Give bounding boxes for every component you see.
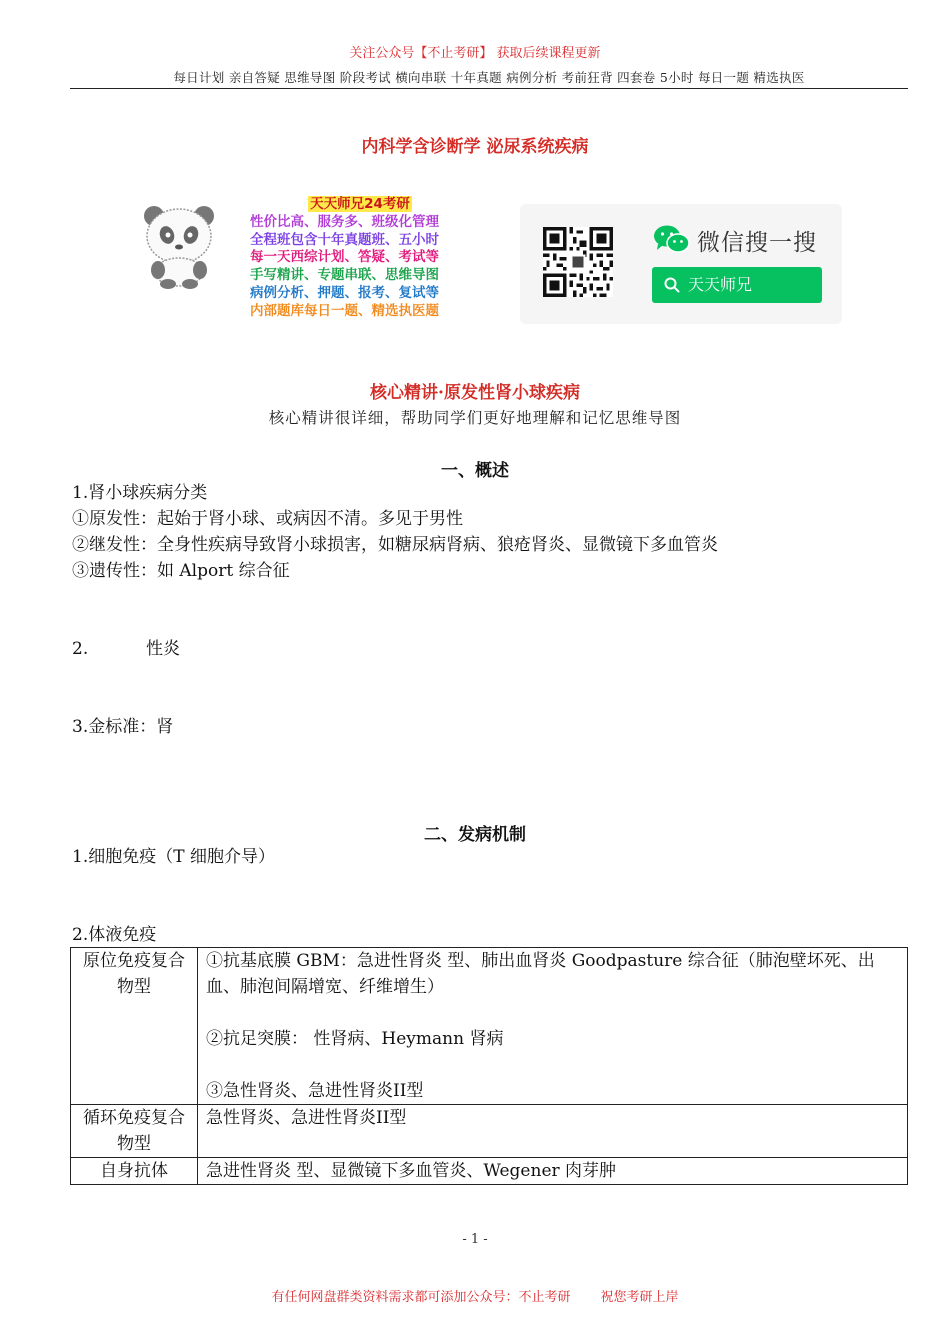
wechat-search-title: 微信搜一搜 bbox=[697, 230, 817, 256]
table-cell-type: 原位免疫复合物型 bbox=[71, 948, 198, 1105]
promo-line: 病例分析、押题、报考、复试等 bbox=[250, 284, 439, 301]
wechat-logo-icon bbox=[652, 224, 690, 254]
promo-badge: 天天师兄24考研 bbox=[310, 196, 410, 212]
panda-mascot-icon bbox=[134, 200, 224, 290]
core-lecture-subtitle: 核心精讲很详细，帮助同学们更好地理解和记忆思维导图 bbox=[268, 409, 682, 427]
search-icon bbox=[664, 277, 680, 293]
document-title: 内科学含诊断学 泌尿系统疾病 bbox=[361, 137, 589, 157]
header-rule bbox=[70, 88, 908, 89]
item-2-text: 性炎 bbox=[146, 639, 180, 659]
table-cell-desc bbox=[198, 1105, 908, 1158]
classification-primary: ①原发性：起始于肾小球、或病因不清。多见于男性 bbox=[72, 509, 463, 529]
classification-hereditary: ③遗传性：如 Alport 综合征 bbox=[72, 561, 290, 581]
table-cell-type: 自身抗体 bbox=[71, 1158, 198, 1185]
table-para: ③急性肾炎、急进性肾炎II型 bbox=[206, 1081, 424, 1101]
table-cell-desc bbox=[198, 1158, 908, 1185]
table-cell-type: 循环免疫复合物型 bbox=[71, 1105, 198, 1158]
table-row bbox=[71, 948, 908, 1105]
table-cell-desc bbox=[198, 948, 908, 1105]
classification-secondary: ②继发性：全身性疾病导致肾小球损害，如糖尿病肾病、狼疮肾炎、显微镜下多血管炎 bbox=[72, 535, 718, 555]
footer-left: 有任何网盘群类资料需求都可添加公众号：不止考研 bbox=[271, 1290, 571, 1305]
promo-text-block bbox=[250, 196, 470, 321]
table-para: ②抗足突膜： 性肾病、Heymann 肾病 bbox=[206, 1029, 504, 1049]
classification-heading: 1.肾小球疾病分类 bbox=[72, 483, 208, 503]
item-2-number: 2. bbox=[72, 639, 89, 659]
section-mechanism-title: 二、发病机制 bbox=[424, 825, 526, 845]
wechat-account-name: 天天师兄 bbox=[688, 275, 753, 294]
promo-line: 内部题库每日一题、精选执医题 bbox=[250, 302, 439, 319]
footer-right: 祝您考研上岸 bbox=[600, 1290, 679, 1305]
table-row bbox=[71, 1105, 908, 1158]
wechat-search-button[interactable] bbox=[652, 267, 822, 303]
footer-note bbox=[0, 1286, 950, 1305]
page-number: - 1 - bbox=[462, 1232, 488, 1247]
cellular-immunity-line: 1.细胞免疫（T 细胞介导） bbox=[72, 847, 275, 867]
humoral-immunity-line: 2.体液免疫 bbox=[72, 925, 157, 945]
table-para: ①抗基底膜 GBM：急进性肾炎 型、肺出血肾炎 Goodpasture 综合征（肺泡壁坏死、出血、肺泡间隔增宽、纤维增生） bbox=[206, 951, 875, 997]
top-notice: 关注公众号【不止考研】 获取后续课程更新 bbox=[349, 46, 601, 61]
service-list: 每日计划 亲自答疑 思维导图 阶段考试 横向串联 十年真题 病例分析 考前狂背 四套卷 5小时 每日一题 精选执医 bbox=[173, 70, 805, 85]
promo-line: 手写精讲、专题串联、思维导图 bbox=[250, 267, 439, 284]
core-lecture-heading: 核心精讲·原发性肾小球疾病 bbox=[370, 383, 580, 403]
table-para: 急性肾炎、急进性肾炎II型 bbox=[206, 1108, 407, 1128]
promo-line: 全程班包含十年真题班、五小时 bbox=[250, 231, 439, 248]
qr-code-icon bbox=[543, 227, 613, 297]
gold-standard-line: 3.金标准：肾 bbox=[72, 717, 174, 737]
section-overview-title: 一、概述 bbox=[441, 461, 509, 481]
promo-line: 每一天西综计划、答疑、考试等 bbox=[250, 249, 439, 266]
table-para: 急进性肾炎 型、显微镜下多血管炎、Wegener 肉芽肿 bbox=[206, 1161, 617, 1181]
promo-line: 性价比高、服务多、班级化管理 bbox=[250, 213, 439, 230]
immune-complex-table bbox=[70, 947, 908, 1185]
table-row bbox=[71, 1158, 908, 1185]
